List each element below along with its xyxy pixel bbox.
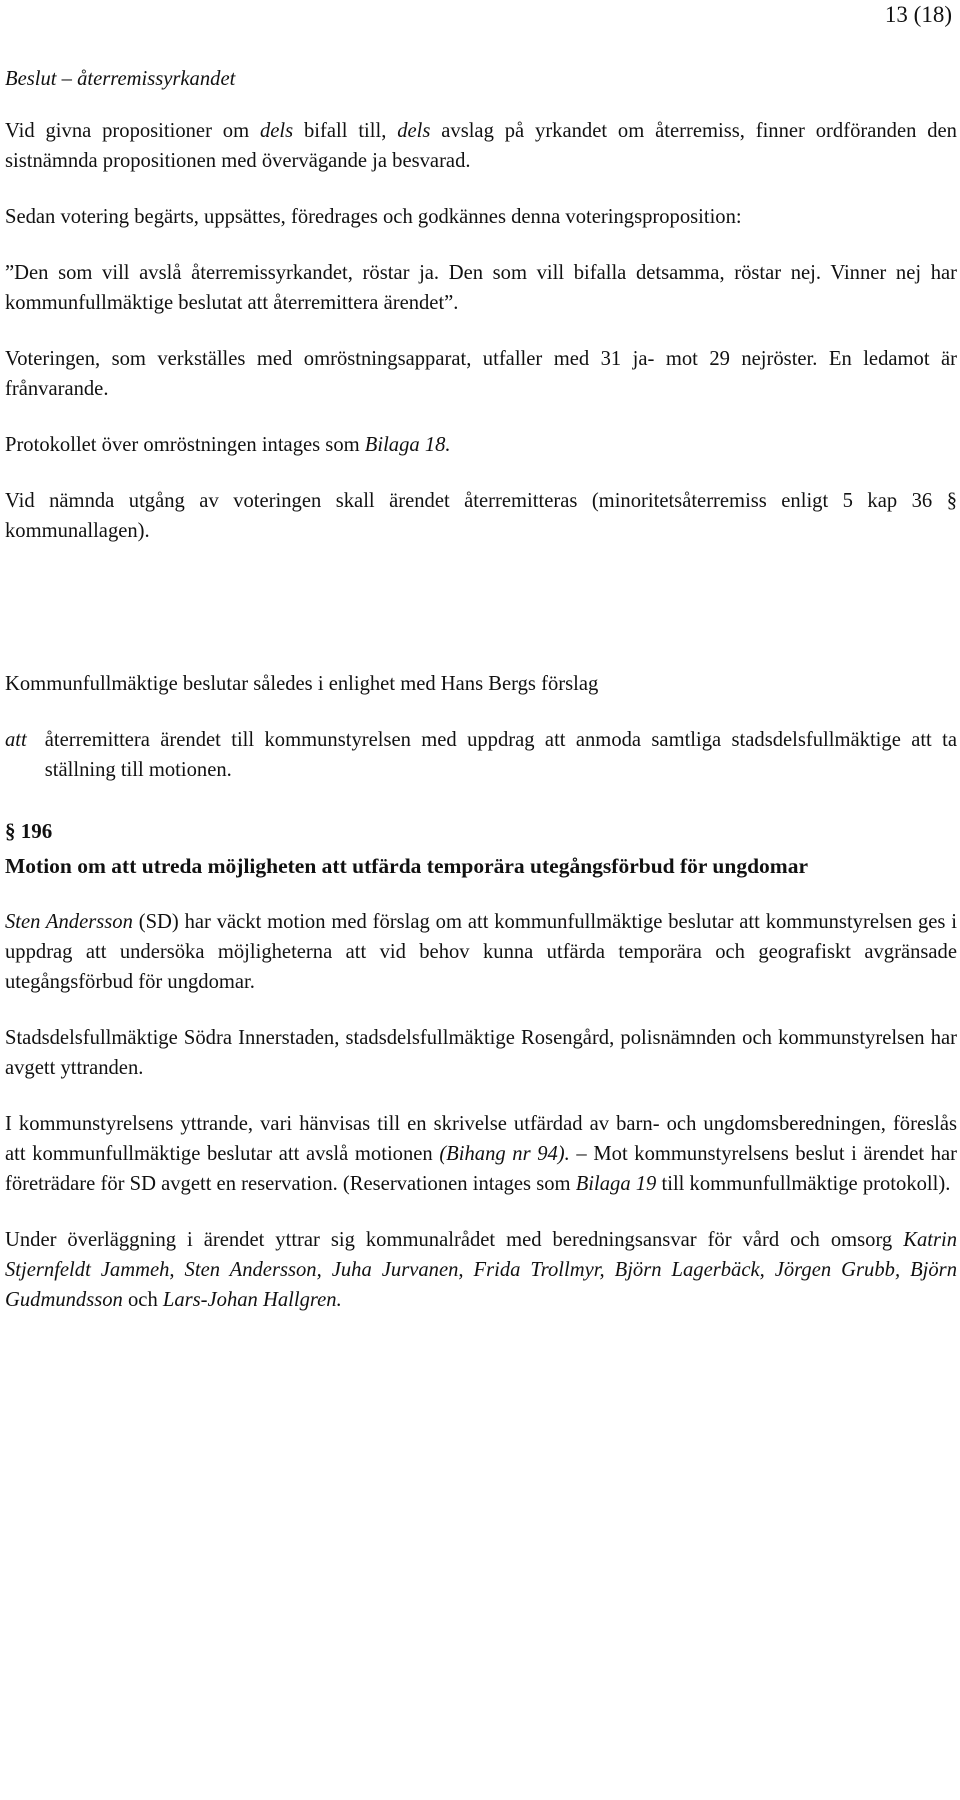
- paragraph-motion: [5, 907, 957, 997]
- appendix-reference: (Bihang nr 94).: [439, 1143, 570, 1165]
- att-text: återremittera ärendet till kommunstyrelsen med uppdrag att anmoda samtliga stadsdelsfullmäktige att ta ställning till motionen.: [44, 729, 957, 781]
- speaker-name: Lars-Johan Hallgren.: [162, 1289, 342, 1311]
- page-number: 13 (18): [884, 2, 952, 27]
- paragraph-decision: Kommunfullmäktige beslutar således i enlighet med Hans Bergs förslag: [5, 673, 599, 695]
- text: – Mot kommunstyrelsens beslut i ärendet har företrädare för SD avgett en reservation. (Reservationen intages som: [5, 1143, 957, 1195]
- paragraph-outcome: Vid nämnda utgång av voteringen skall ärendet återremitteras (minoritetsåterremiss enligt 5 kap 36 § kommunallagen).: [5, 490, 957, 542]
- text: (SD) har väckt motion med förslag om att kommunfullmäktige beslutar att kommunstyrelsen ges i uppdrag att undersöka möjligheterna att vid behov kunna utfärda temporära och geografiskt avgränsade utegångsförbud för ungdomar.: [5, 911, 957, 993]
- paragraph-propositions: [5, 116, 957, 176]
- person-name: Sten Andersson: [5, 911, 133, 933]
- paragraph-debate: [5, 1225, 957, 1315]
- text: Vid givna propositioner om: [5, 120, 260, 142]
- speaker-names: Katrin Stjernfeldt Jammeh, Sten Andersson, Juha Jurvanen, Frida Trollmyr, Björn Lagerbäck, Jörgen Grubb, Björn Gudmundsson: [5, 1229, 957, 1311]
- decision-heading: Beslut – återremissyrkandet: [5, 68, 236, 90]
- paragraph-yttranden: Stadsdelsfullmäktige Södra Innerstaden, stadsdelsfullmäktige Rosengård, polisnämnden och kommunstyrelsen har avgett yttranden.: [5, 1027, 957, 1079]
- paragraph-votering: Sedan votering begärts, uppsättes, föredrages och godkännes denna voteringsproposition:: [5, 206, 742, 228]
- text: Protokollet över omröstningen intages som: [5, 434, 365, 456]
- text: I kommunstyrelsens yttrande, vari hänvisas till en skrivelse utfärdad av barn- och ungdomsberedningen, föreslås att kommunfullmäktige beslutar att avslå motionen: [5, 1113, 957, 1165]
- spacer: [5, 572, 957, 669]
- appendix-reference: Bilaga 19: [575, 1173, 657, 1195]
- paragraph-vote-result: Voteringen, som verkställes med omröstningsapparat, utfaller med 31 ja- mot 29 nejröster. En ledamot är frånvarande.: [5, 348, 957, 400]
- paragraph-kommunstyrelsen: [5, 1109, 957, 1199]
- text: bifall till,: [293, 120, 398, 142]
- text: Under överläggning i ärendet yttrar sig kommunalrådet med beredningsansvar för vård och omsorg: [5, 1229, 904, 1251]
- appendix-reference: Bilaga 18.: [364, 434, 451, 456]
- emphasis: dels: [259, 120, 294, 142]
- text: till kommunfullmäktige protokoll).: [656, 1173, 951, 1195]
- paragraph-proposition-quote: ”Den som vill avslå återremissyrkandet, röstar ja. Den som vill bifalla detsamma, röstar nej. Vinner nej har kommunfullmäktige beslutat att återremittera ärendet”.: [5, 262, 957, 314]
- section-number: § 196: [5, 819, 53, 843]
- att-clause: [5, 725, 957, 785]
- text: och: [122, 1289, 163, 1311]
- text: avslag på yrkandet om återremiss, finner ordföranden den sistnämnda propositionen med övervägande ja besvarad.: [5, 120, 957, 172]
- section-title: Motion om att utreda möjligheten att utfärda temporära utegångsförbud för ungdomar: [5, 854, 809, 878]
- att-word: att: [5, 729, 27, 751]
- paragraph-protocol: [5, 430, 957, 460]
- document-body: [5, 64, 957, 1341]
- emphasis: dels: [397, 120, 431, 142]
